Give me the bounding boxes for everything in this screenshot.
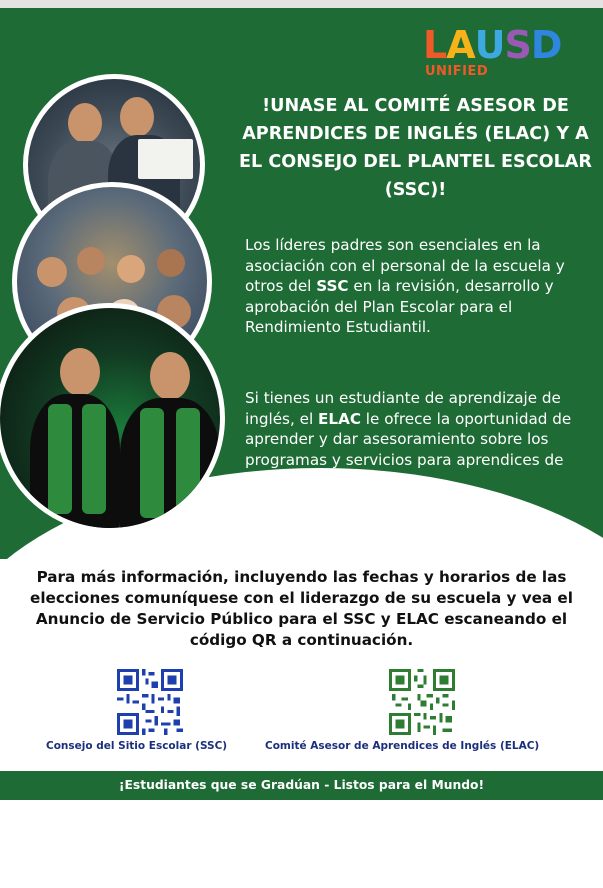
photo-graduates <box>0 303 225 533</box>
logo-letter: L <box>423 23 447 67</box>
qr-code-elac[interactable] <box>389 669 455 735</box>
qr-label-ssc: Consejo del Sitio Escolar (SSC) <box>46 740 228 752</box>
logo-letter: S <box>504 23 531 67</box>
paragraph-elac <box>245 388 597 491</box>
paragraph-text: le ofrece la oportunidad de aprender y dar asesoramiento sobre los programas y servicios para aprendices de inglés. <box>245 409 572 489</box>
logo-letter: D <box>530 23 562 67</box>
logo-subtitle: UNIFIED <box>425 64 489 79</box>
logo-wordmark <box>423 23 593 67</box>
paragraph-ssc <box>245 235 597 338</box>
paragraph-text: en la revisión, desarrollo y aprobación del Plan Escolar para el Rendimiento Estudiantil. <box>245 277 554 336</box>
paragraph-text: Los líderes padres son esenciales en la asociación con el personal de la escuela y otros del <box>245 236 565 295</box>
qr-code-ssc[interactable] <box>117 669 183 735</box>
paragraph-text: Si tienes un estudiante de aprendizaje de inglés, el <box>245 389 561 428</box>
top-border <box>0 0 603 8</box>
lausd-logo <box>423 23 593 80</box>
paragraph-bold: SSC <box>316 277 349 295</box>
logo-letter: A <box>446 23 475 67</box>
paragraph-bold: ELAC <box>318 409 361 428</box>
more-info-text: Para más información, incluyendo las fechas y horarios de las elecciones comuníquese con el liderazgo de su escuela y vea el Anuncio de Servicio Público para el SSC y ELAC escaneando el código QR a continuación. <box>30 568 573 649</box>
qr-label-elac: Comité Asesor de Aprendices de Inglés (ELAC) <box>265 740 540 752</box>
footer-banner: ¡Estudiantes que se Gradúan - Listos para el Mundo! <box>0 771 603 800</box>
main-heading: !UNASE AL COMITÉ ASESOR DE APRENDICES DE INGLÉS (ELAC) Y A EL CONSEJO DEL PLANTEL ESCOLAR (SSC)! <box>239 96 592 200</box>
logo-letter: U <box>474 23 505 67</box>
